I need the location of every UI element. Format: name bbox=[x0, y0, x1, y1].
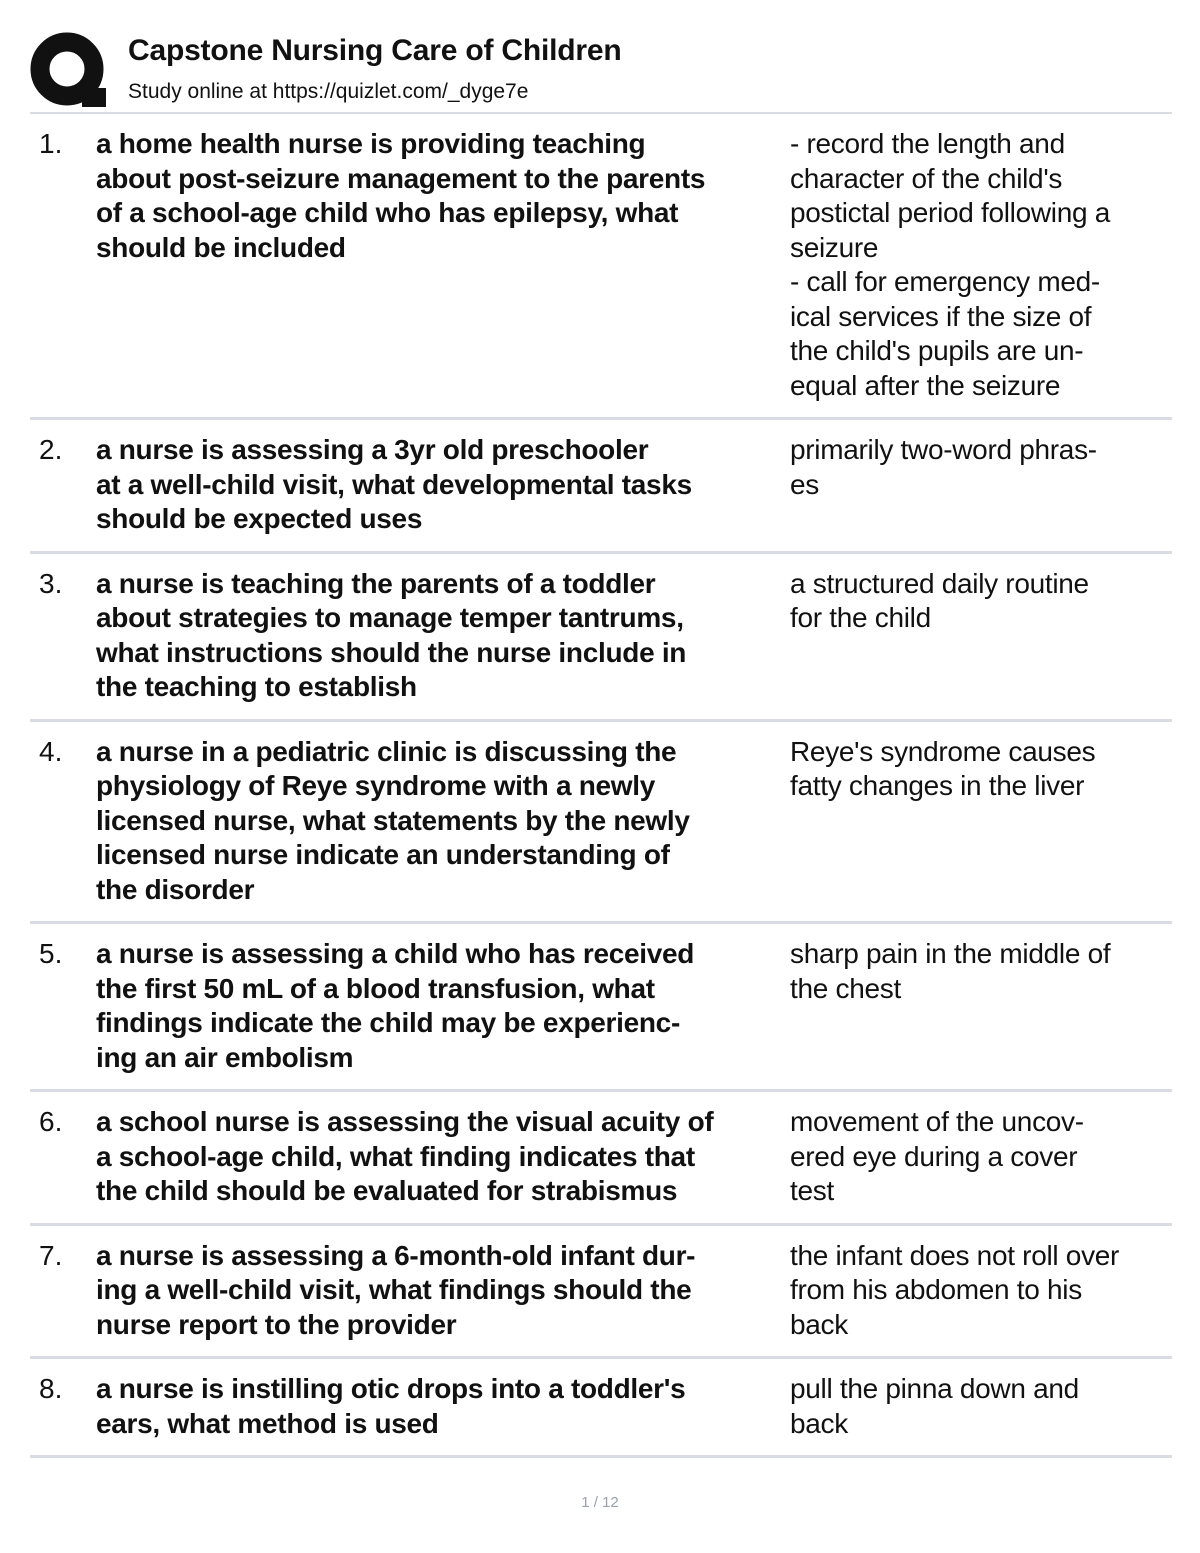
definition-line: a structured daily routine bbox=[790, 567, 1089, 599]
term-line: a nurse is assessing a child who has received bbox=[96, 938, 695, 969]
flashcard-row bbox=[30, 722, 1172, 925]
study-online-link-text: Study online at https://quizlet.com/_dyge7e bbox=[128, 80, 529, 103]
flashcard-row bbox=[30, 1359, 1172, 1458]
definition-line: the child's pupils are un- bbox=[790, 335, 1084, 366]
definition-line: sharp pain in the middle of bbox=[790, 938, 1111, 969]
page-indicator: 1 / 12 bbox=[581, 1494, 619, 1511]
card-term bbox=[96, 567, 788, 705]
definition-line: test bbox=[790, 1175, 834, 1206]
card-term bbox=[96, 433, 788, 537]
card-definition bbox=[788, 735, 1172, 908]
definition-line: ered eye during a cover bbox=[790, 1140, 1078, 1172]
definition-line: the infant does not roll over bbox=[790, 1239, 1120, 1271]
card-definition bbox=[788, 937, 1172, 1075]
card-term bbox=[96, 1105, 788, 1209]
definition-line: equal after the seizure bbox=[790, 369, 1061, 401]
definition-line: pull the pinna down and bbox=[790, 1373, 1079, 1404]
card-number: 4. bbox=[39, 735, 63, 767]
definition-line: - record the length and bbox=[790, 128, 1065, 159]
definition-line: - call for emergency med- bbox=[790, 266, 1100, 297]
term-line: ing an air embolism bbox=[96, 1041, 354, 1073]
term-line: a school-age child, what finding indicates that bbox=[96, 1140, 695, 1172]
definition-line: character of the child's bbox=[790, 162, 1063, 194]
card-definition bbox=[788, 1105, 1172, 1209]
definition-line: fatty changes in the liver bbox=[790, 770, 1085, 801]
flashcard-row bbox=[30, 1092, 1172, 1226]
term-line: nurse report to the provider bbox=[96, 1308, 457, 1340]
definition-line: es bbox=[790, 468, 819, 500]
term-line: a nurse is assessing a 3yr old preschooler bbox=[96, 434, 649, 465]
term-line: the child should be evaluated for strabismus bbox=[96, 1175, 678, 1206]
definition-line: movement of the uncov- bbox=[790, 1106, 1084, 1137]
card-term bbox=[96, 127, 788, 403]
term-line: of a school-age child who has epilepsy, what bbox=[96, 197, 679, 228]
term-line: should be included bbox=[96, 231, 346, 263]
term-line: a school nurse is assessing the visual acuity of bbox=[96, 1106, 714, 1137]
definition-line: primarily two-word phras- bbox=[790, 434, 1097, 465]
definition-line: ical services if the size of bbox=[790, 300, 1092, 332]
card-term bbox=[96, 735, 788, 908]
card-number: 5. bbox=[39, 938, 63, 969]
term-line: licensed nurse, what statements by the newly bbox=[96, 804, 690, 836]
definition-line: back bbox=[790, 1308, 848, 1340]
term-line: ears, what method is used bbox=[96, 1407, 439, 1439]
card-number: 1. bbox=[39, 128, 63, 159]
quizlet-q-logo-icon bbox=[30, 32, 108, 110]
term-line: what instructions should the nurse include in bbox=[96, 636, 687, 668]
flashcard-row bbox=[30, 924, 1172, 1092]
card-term bbox=[96, 1239, 788, 1343]
term-line: a nurse in a pediatric clinic is discussing the bbox=[96, 735, 677, 767]
card-term bbox=[96, 1372, 788, 1441]
term-line: findings indicate the child may be experienc- bbox=[96, 1007, 680, 1038]
term-line: about strategies to manage temper tantrums, bbox=[96, 602, 684, 633]
card-term bbox=[96, 937, 788, 1075]
flashcard-row bbox=[30, 554, 1172, 722]
flashcard-row bbox=[30, 420, 1172, 554]
term-line: the disorder bbox=[96, 873, 255, 905]
card-number: 3. bbox=[39, 567, 63, 599]
card-number: 2. bbox=[39, 434, 63, 465]
card-definition bbox=[788, 433, 1172, 537]
definition-line: seizure bbox=[790, 231, 879, 263]
definition-line: from his abdomen to his bbox=[790, 1274, 1082, 1305]
term-line: a nurse is assessing a 6-month-old infant dur- bbox=[96, 1239, 696, 1271]
page-header bbox=[30, 30, 1172, 110]
term-line: physiology of Reye syndrome with a newly bbox=[96, 770, 656, 801]
card-number: 7. bbox=[39, 1239, 63, 1271]
term-line: a home health nurse is providing teaching bbox=[96, 128, 646, 159]
term-line: the first 50 mL of a blood transfusion, what bbox=[96, 972, 655, 1004]
definition-line: the chest bbox=[790, 972, 901, 1004]
definition-line: Reye's syndrome causes bbox=[790, 735, 1096, 767]
document-title: Capstone Nursing Care of Children bbox=[128, 34, 622, 67]
term-line: the teaching to establish bbox=[96, 671, 417, 702]
term-line: a nurse is teaching the parents of a toddler bbox=[96, 567, 656, 599]
card-number: 6. bbox=[39, 1106, 63, 1137]
card-definition bbox=[788, 567, 1172, 705]
definition-line: back bbox=[790, 1407, 848, 1439]
term-line: a nurse is instilling otic drops into a toddler's bbox=[96, 1373, 686, 1404]
card-definition bbox=[788, 1239, 1172, 1343]
definition-line: for the child bbox=[790, 602, 931, 633]
flashcard-row bbox=[30, 114, 1172, 420]
flashcard-list bbox=[30, 114, 1172, 1458]
flashcard-row bbox=[30, 1226, 1172, 1360]
term-line: at a well-child visit, what developmental tasks bbox=[96, 468, 692, 500]
card-definition bbox=[788, 127, 1172, 403]
card-definition bbox=[788, 1372, 1172, 1441]
term-line: should be expected uses bbox=[96, 503, 423, 534]
card-number: 8. bbox=[39, 1373, 63, 1404]
definition-line: postictal period following a bbox=[790, 197, 1111, 228]
term-line: ing a well-child visit, what findings should the bbox=[96, 1274, 692, 1305]
term-line: licensed nurse indicate an understanding of bbox=[96, 839, 670, 870]
term-line: about post-seizure management to the parents bbox=[96, 162, 706, 194]
